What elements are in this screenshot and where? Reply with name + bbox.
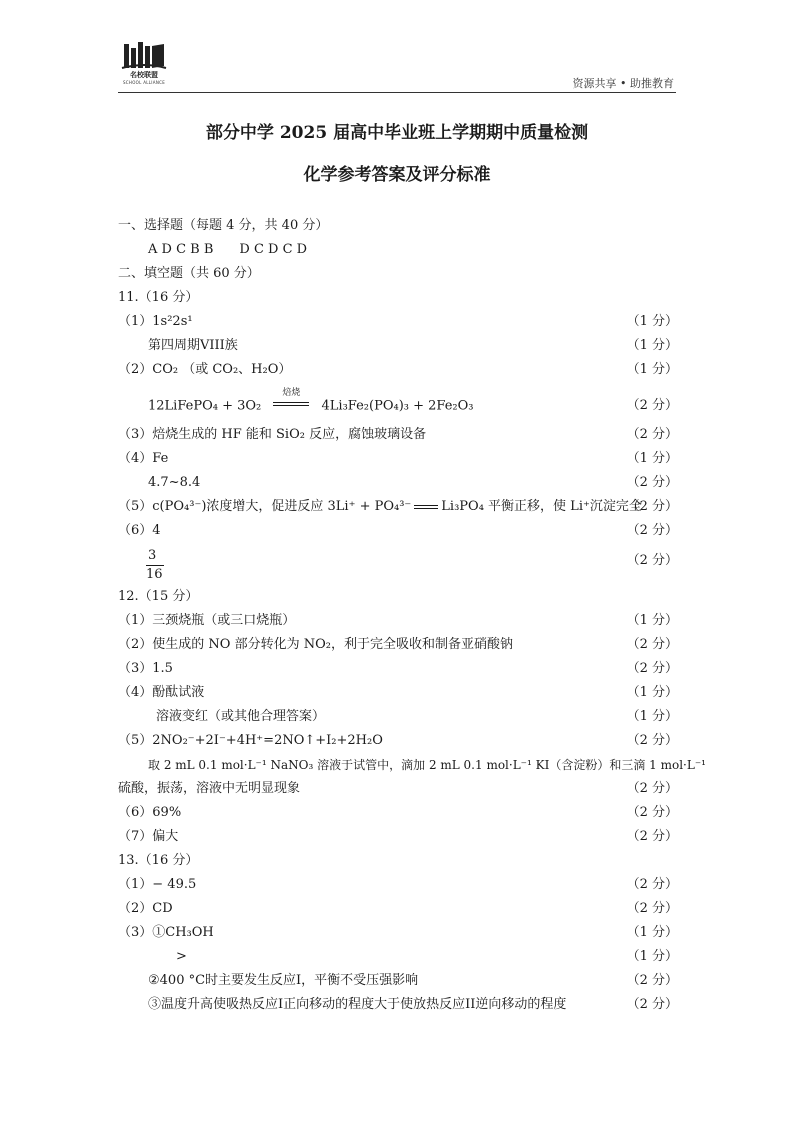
score: （1 分） [626, 709, 678, 724]
score: （1 分） [626, 613, 678, 628]
answer-text: 硫酸，振荡，溶液中无明显现象 [118, 781, 301, 796]
q11-answer-5 [118, 499, 678, 515]
answer-text: 溶液变红（或其他合理答案） [156, 709, 326, 724]
q12-answer-7 [118, 829, 678, 845]
answer-text: （2）使生成的 NO 部分转化为 NO₂，利于完全吸收和制备亚硝酸钠 [118, 637, 513, 652]
score: （2 分） [626, 973, 678, 988]
q13-answer-3c [118, 973, 678, 989]
equation-left: 12LiFePO₄ + 3O₂ [148, 398, 262, 414]
answer-text: （1）三颈烧瓶（或三口烧瓶） [118, 613, 296, 628]
q12-answer-2 [118, 637, 678, 653]
q13-answer-3b [118, 949, 678, 965]
reaction-condition-arrow [269, 388, 313, 414]
logo-text: 名校联盟 [130, 71, 158, 79]
score: （2 分） [626, 733, 678, 748]
score: （2 分） [626, 829, 678, 844]
choice-answers: A D C B B D C D C D [148, 242, 308, 257]
score: （2 分） [626, 637, 678, 652]
q12-answer-3 [118, 661, 678, 677]
score: （2 分） [626, 877, 678, 892]
equation-right: 4Li₃Fe₂(PO₄)₃ + 2Fe₂O₃ [321, 398, 474, 414]
q11-answer-4b [118, 475, 678, 491]
score: （2 分） [626, 398, 678, 413]
question-13-heading: 13.（16 分） [118, 853, 199, 868]
answer-text: （2）CD [118, 901, 173, 916]
header-slogan: 资源共享 • 助推教育 [572, 77, 674, 90]
fraction-denominator: 16 [146, 567, 163, 582]
q11-answer-1-text: 1s²2s¹ [152, 314, 193, 329]
answer-text: （5）c(PO₄³⁻)浓度增大，促进反应 3Li⁺ + PO₄³⁻ [118, 499, 412, 514]
q11-answer-3 [118, 427, 678, 443]
q12-answer-6 [118, 805, 678, 821]
q11-answer-2 [118, 362, 678, 378]
q13-answer-3d [118, 997, 678, 1013]
answer-text: > [176, 949, 187, 964]
score: （1 分） [626, 338, 678, 353]
score: （2 分） [626, 901, 678, 916]
answer-text-cont: Li₃PO₄ 平衡正移，使 Li⁺沉淀完全 [441, 499, 642, 514]
fraction-numerator: 3 [148, 548, 157, 563]
score: （2 分） [626, 427, 678, 442]
answer-text: （5）2NO₂⁻+2I⁻+4H⁺=2NO↑+I₂+2H₂O [118, 733, 383, 748]
q12-answer-4 [118, 685, 678, 701]
section-heading-fill: 二、填空题（共 60 分） [118, 266, 260, 281]
q11-answer-6 [118, 523, 678, 539]
q13-answer-3 [118, 925, 678, 941]
score: （1 分） [626, 362, 678, 377]
q11-equation [118, 388, 678, 415]
answer-text: 第四周期VIII族 [148, 338, 238, 353]
score: （2 分） [626, 661, 678, 676]
score: （2 分） [626, 475, 678, 490]
section-heading-choice: 一、选择题（每题 4 分，共 40 分） [118, 218, 329, 233]
score: （1 分） [626, 451, 678, 466]
score: （1 分） [626, 314, 678, 329]
score: （2 分） [626, 805, 678, 820]
answer-text: （6）69% [118, 805, 182, 820]
score: （2 分） [626, 499, 678, 514]
answer-text: （7）偏大 [118, 829, 179, 844]
reaction-condition: 焙烧 [282, 388, 301, 398]
q12-answer-5b: 取 2 mL 0.1 mol·L⁻¹ NaNO₃ 溶液于试管中，滴加 2 mL 0.1 mol·L⁻¹ KI（含淀粉）和三滴 1 mol·L⁻¹ [148, 758, 706, 772]
q12-answer-5c [118, 781, 678, 797]
answer-text: （1）− 49.5 [118, 877, 197, 892]
q11-answer-1b [118, 338, 678, 354]
score: （2 分） [626, 553, 678, 568]
equilibrium-arrow [414, 503, 438, 511]
header-divider [118, 92, 676, 93]
answer-text: （6）4 [118, 523, 161, 538]
answer-text: （2）CO₂ （或 CO₂、H₂O） [118, 362, 292, 377]
q12-answer-5 [118, 733, 678, 749]
question-11-heading: 11.（16 分） [118, 290, 199, 305]
q13-answer-2 [118, 901, 678, 917]
answer-text: ②400 °C时主要发生反应I，平衡不受压强影响 [148, 973, 419, 988]
answer-text: （4）Fe [118, 451, 169, 466]
answer-text: 4.7~8.4 [148, 475, 201, 490]
score: （2 分） [626, 781, 678, 796]
q12-answer-1 [118, 613, 678, 629]
q11-answer-1 [118, 314, 678, 330]
q13-answer-1 [118, 877, 678, 893]
q11-answer-1-label: （1） [118, 314, 153, 329]
score: （2 分） [626, 997, 678, 1012]
fraction-bar [146, 565, 164, 566]
logo-subtext: SCHOOL ALLIANCE [122, 80, 166, 85]
score: （1 分） [626, 949, 678, 964]
answer-text: （3）1.5 [118, 661, 173, 676]
score: （2 分） [626, 523, 678, 538]
question-12-heading: 12.（15 分） [118, 589, 199, 604]
document-subtitle: 化学参考答案及评分标准 [303, 165, 491, 185]
document-title: 部分中学 2025 届高中毕业班上学期期中质量检测 [205, 123, 589, 143]
score: （1 分） [626, 685, 678, 700]
q12-answer-4b [118, 709, 678, 725]
answer-text: （3）焙烧生成的 HF 能和 SiO₂ 反应，腐蚀玻璃设备 [118, 427, 427, 442]
score: （1 分） [626, 925, 678, 940]
q11-answer-4 [118, 451, 678, 467]
answer-text: （4）酚酞试液 [118, 685, 205, 700]
answer-text: （3）①CH₃OH [118, 925, 214, 940]
answer-text: ③温度升高使吸热反应I正向移动的程度大于使放热反应II逆向移动的程度 [148, 997, 567, 1012]
